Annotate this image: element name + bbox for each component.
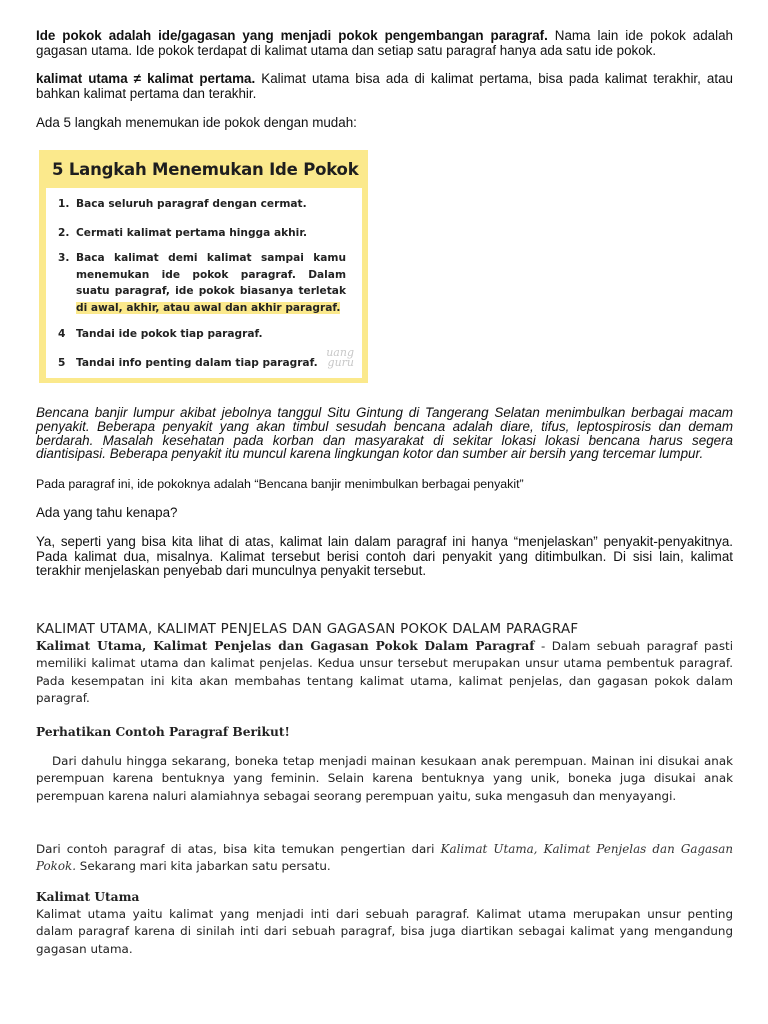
section-heading: KALIMAT UTAMA, KALIMAT PENJELAS DAN GAGASAN POKOK DALAM PARAGRAF (36, 622, 579, 637)
watermark-bottom: guru (327, 356, 354, 369)
intro-bold-lead: Ide pokok adalah ide/gagasan yang menjadi pokok pengembangan paragraf. (36, 28, 548, 43)
step-number: 1. (58, 198, 70, 210)
step-number: 3. (58, 252, 70, 264)
kalimat-utama-heading: Kalimat Utama (36, 890, 140, 904)
section-intro-rest: - Dalam sebuah paragraf pasti memiliki kalimat utama dan kalimat penjelas. Kedua unsur tersebut merupakan unsur utama pembentuk paragraf. Pada kesempatan ini kita akan membahas tentang kalimat utama, kalimat penjelas, dan gagasan pokok dalam paragraf. (36, 639, 734, 706)
infographic-body (46, 188, 362, 378)
kalimat-utama-paragraph: Kalimat utama yaitu kalimat yang menjadi inti dari sebuah paragraf. Kalimat utama merupakan unsur penting dalam paragraf karena di sinilah inti dari sebuah paragraf, bisa juga diartikan sebagai kalimat yang mengandung gagasan utama. (36, 907, 733, 956)
infographic-title: 5 Langkah Menemukan Ide Pokok (52, 160, 359, 179)
pada-paragraf-text: Pada paragraf ini, ide pokoknya adalah “Bencana banjir menimbulkan berbagai penyakit” (36, 477, 524, 491)
ya-seperti-paragraph: Ya, seperti yang bisa kita lihat di atas, kalimat lain dalam paragraf ini hanya “menjelaskan” penyakit-penyakitnya. Pada kalimat dua, misalnya. Kalimat tersebut berisi contoh dari penyakit yang ditimbulkan. Di sisi lain, kalimat terakhir menjelaskan penyebab dari munculnya penyakit tersebut. (36, 534, 733, 579)
step-number: 5 (58, 357, 66, 369)
dari-contoh-paragraph (36, 841, 733, 876)
ada5-text: Ada 5 langkah menemukan ide pokok dengan mudah: (36, 115, 357, 130)
intro-paragraph (36, 29, 733, 58)
step-text (76, 250, 346, 316)
dari-contoh-b: Sekarang mari kita jabarkan satu persatu. (76, 859, 331, 874)
step-text: Cermati kalimat pertama hingga akhir. (76, 227, 308, 239)
step-highlight: di awal, akhir, atau awal dan akhir paragraf. (76, 301, 341, 314)
steps-infographic (39, 150, 368, 383)
section-intro-bold: Kalimat Utama, Kalimat Penjelas dan Gagasan Pokok Dalam Paragraf (36, 639, 535, 653)
step-text: Baca seluruh paragraf dengan cermat. (76, 198, 307, 210)
step-text: Tandai ide pokok tiap paragraf. (76, 328, 263, 340)
section-intro-paragraph (36, 638, 733, 708)
ada-yang-text: Ada yang tahu kenapa? (36, 505, 178, 520)
kalimat-utama-bold-lead: kalimat utama ≠ kalimat pertama. (36, 71, 256, 86)
kalimat-utama-note (36, 72, 733, 101)
step-text-main: Baca kalimat demi kalimat sampai kamu menemukan ide pokok paragraf. Dalam suatu paragraf, ide pokok biasanya terletak (76, 252, 346, 297)
watermark-logo (326, 348, 354, 368)
bencana-paragraph: Bencana banjir lumpur akibat jebolnya tanggul Situ Gintung di Tangerang Selatan menimbulkan berbagai macam penyakit. Beberapa penyakit yang akan timbul sesudah bencana adalah diare, tifus, leptospirosis dan demam berdarah. Masalah kesehatan pada korban dan masyarakat di sekitar lokasi lokasi bencana harus segera diantisipasi. Beberapa penyakit itu muncul karena lingkungan kotor dan sumber air bersih yang tercemar lumpur. (36, 405, 733, 462)
dari-contoh-italic: Kalimat Utama, Kalimat Penjelas dan Gagasan Pokok. (36, 842, 733, 874)
intro-rest: Nama lain ide pokok adalah gagasan utama. Ide pokok terdapat di kalimat utama dan setiap satu paragraf hanya ada satu ide pokok. (36, 28, 734, 58)
dari-contoh-a: Dari contoh paragraf di atas, bisa kita temukan pengertian dari (36, 842, 441, 856)
watermark-top: uang (326, 346, 354, 359)
perhatikan-heading: Perhatikan Contoh Paragraf Berikut! (36, 725, 290, 739)
step-number: 4 (58, 328, 66, 340)
kalimat-utama-rest: Kalimat utama bisa ada di kalimat pertama, bisa pada kalimat terakhir, atau bahkan kalimat pertama dan terakhir. (36, 71, 733, 101)
step-number: 2. (58, 227, 70, 239)
step-text: Tandai info penting dalam tiap paragraf. (76, 357, 318, 369)
contoh-paragraph: Dari dahulu hingga sekarang, boneka tetap menjadi mainan kesukaan anak perempuan. Mainan ini disukai anak perempuan karena bentuknya yang feminin. Selain karena bentuknya yang unik, boneka juga disukai anak perempuan karena naluri alamiahnya sebagai seorang perempuan yaitu, suka mengasuh dan menyayangi. (36, 754, 733, 803)
